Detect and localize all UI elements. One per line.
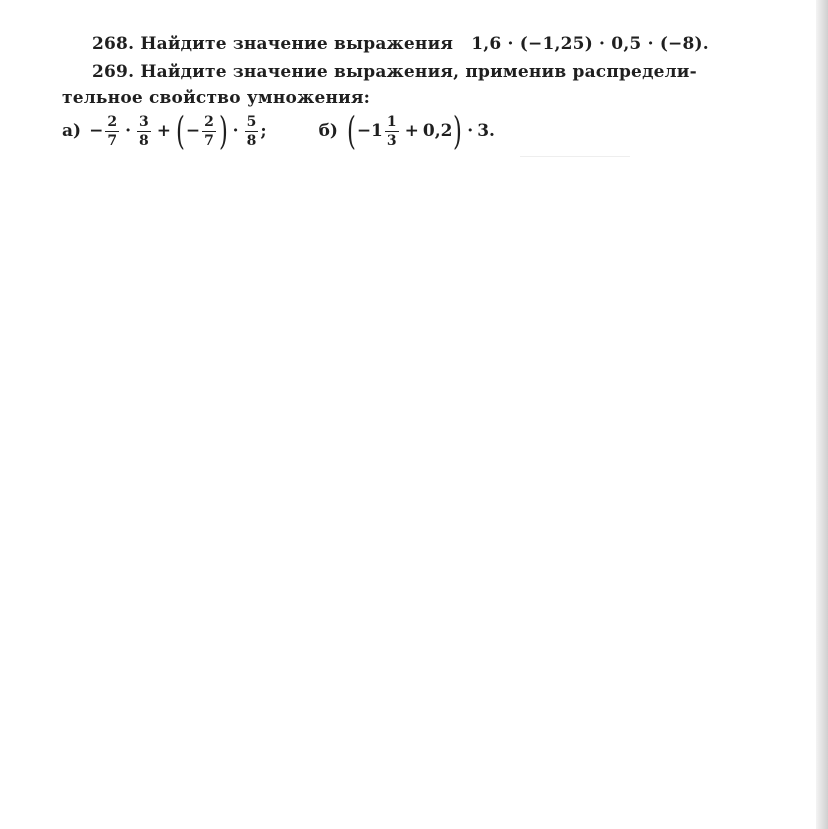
scan-artifact-line xyxy=(520,156,630,157)
plus-sign: + xyxy=(156,121,171,141)
plus-sign: + xyxy=(404,121,419,141)
part-b-label: б) xyxy=(318,121,338,141)
fraction-denominator: 3 xyxy=(386,132,397,149)
part-a-end: ; xyxy=(260,121,267,141)
part-a-label: а) xyxy=(62,121,82,141)
problem-268-expression: 1,6 · (−1,25) · 0,5 · (−8). xyxy=(471,34,709,54)
problem-268 xyxy=(92,34,709,54)
part-b-decimal: 0,2 xyxy=(422,121,453,141)
right-paren: ) xyxy=(218,109,228,153)
problem-269-text-1: Найдите значение выражения, применив распредели- xyxy=(140,62,697,82)
part-b-whole: −1 xyxy=(356,121,383,141)
problem-268-text: Найдите значение выражения xyxy=(140,34,454,54)
part-a-fraction-3 xyxy=(202,114,216,149)
problem-268-number: 268. xyxy=(92,34,135,54)
fraction-denominator: 8 xyxy=(138,132,149,149)
fraction-numerator: 2 xyxy=(204,113,214,130)
part-a-fraction-2 xyxy=(137,114,151,149)
problem-269-expressions xyxy=(62,109,495,153)
part-b-factor: 3. xyxy=(477,121,495,141)
fraction-numerator: 1 xyxy=(386,113,397,130)
left-paren: ( xyxy=(175,109,185,153)
right-paren: ) xyxy=(453,109,463,153)
part-a-inner-minus: − xyxy=(185,121,201,141)
page-edge-shadow xyxy=(816,0,828,829)
multiply-dot: · xyxy=(232,121,239,141)
part-b-fraction xyxy=(385,114,399,149)
problem-269-number: 269. xyxy=(92,62,135,82)
problem-269-line-2: тельное свойство умножения: xyxy=(62,88,371,108)
fraction-numerator: 2 xyxy=(107,113,118,130)
multiply-dot: · xyxy=(467,121,474,141)
part-a-minus: − xyxy=(89,121,104,141)
fraction-denominator: 8 xyxy=(246,132,257,149)
fraction-numerator: 3 xyxy=(138,113,149,130)
problem-269-line-1 xyxy=(92,62,697,82)
left-paren: ( xyxy=(346,109,356,153)
fraction-numerator: 5 xyxy=(246,113,257,130)
part-a-fraction-1 xyxy=(105,114,119,149)
fraction-denominator: 7 xyxy=(107,132,118,149)
part-a-fraction-4 xyxy=(245,114,259,149)
fraction-denominator: 7 xyxy=(204,132,214,149)
multiply-dot: · xyxy=(125,121,131,141)
